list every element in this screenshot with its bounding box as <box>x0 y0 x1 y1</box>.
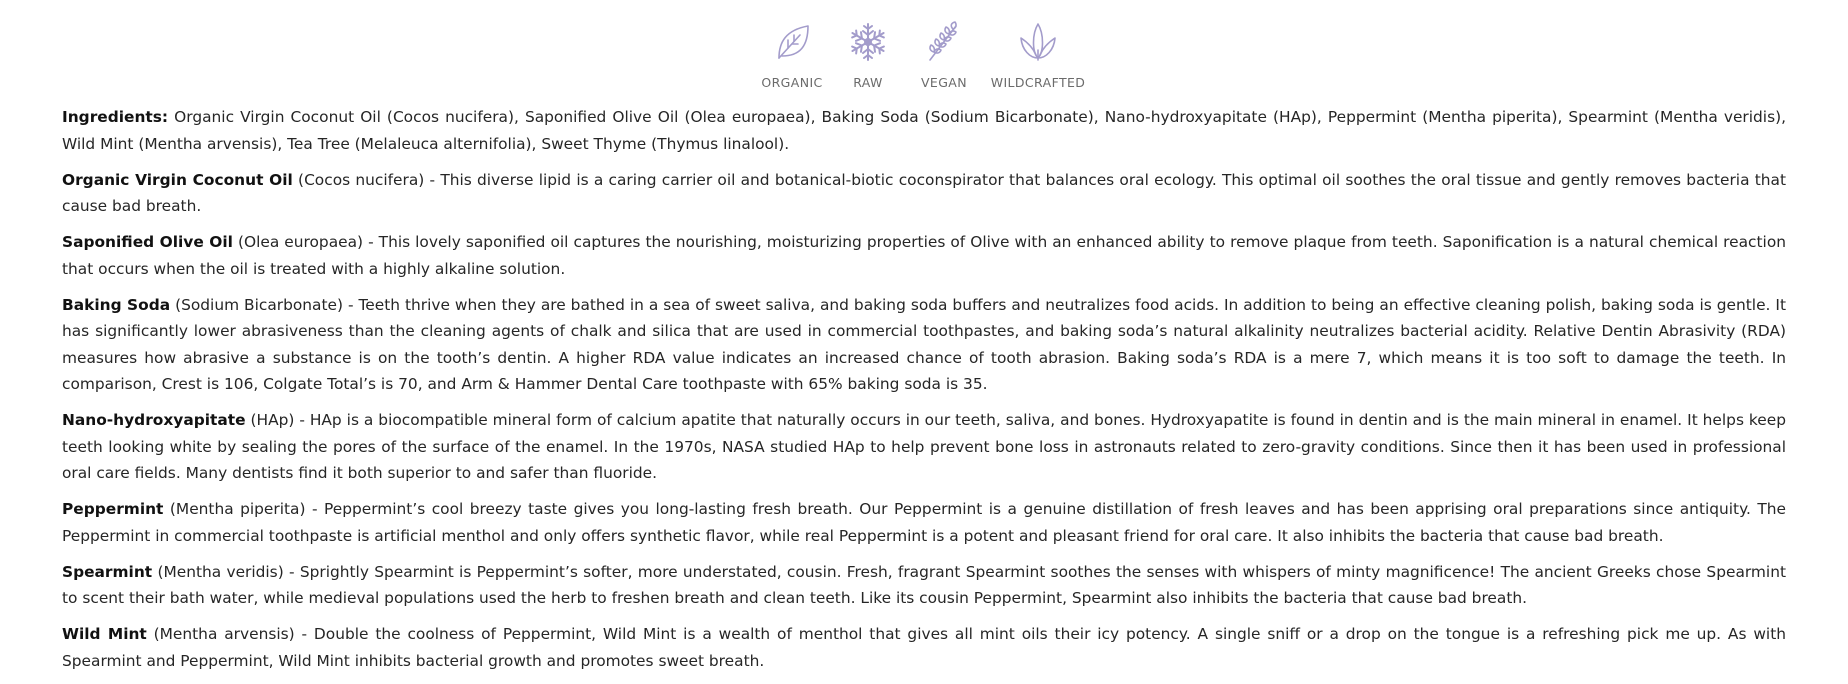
badge-label: WILDCRAFTED <box>990 75 1086 90</box>
wheat-icon <box>922 20 966 64</box>
snowflake-icon <box>846 20 890 64</box>
ingredient-description <box>62 496 1786 549</box>
badge-label: RAW <box>853 75 883 90</box>
ingredient-description <box>62 229 1786 282</box>
badge-vegan <box>906 20 982 90</box>
ingredient-name: Nano-hydroxyapitate <box>62 411 246 429</box>
ingredient-description <box>62 407 1786 487</box>
ingredient-description <box>62 292 1786 398</box>
leaf-icon <box>770 20 814 64</box>
ingredient-text: (Mentha veridis) - Sprightly Spearmint is Peppermint’s softer, more understated, cousin. Fresh, fragrant Spearmint soothes the senses with whispers of minty magnificence! The ancient Greeks chose Spearmint to scent their bath water, while medieval populations used the herb to freshen breath and clean teeth. Like its cousin Peppermint, Spearmint also inhibits the bacteria that cause bad breath. <box>62 562 1786 607</box>
ingredient-name: Organic Virgin Coconut Oil <box>62 170 293 189</box>
badge-raw <box>830 20 906 90</box>
ingredients-list: Organic Virgin Coconut Oil (Cocos nucifera), Saponified Olive Oil (Olea europaea), Baking Soda (Sodium Bicarbonate), Nano-hydroxyapitate (HAp), Peppermint (Mentha piperita), Spearmint (Mentha veridis), Wild Mint (Mentha arvensis), Tea Tree (Melaleuca alternifolia), Sweet Thyme (Thymus linalool). <box>62 108 1786 153</box>
sprout-icon <box>1016 20 1060 64</box>
ingredient-text: (Mentha arvensis) - Double the coolness of Peppermint, Wild Mint is a wealth of menthol that gives all mint oils their icy potency. A single sniff or a drop on the tongue is a refreshing pick me up. As with Spearmint and Peppermint, Wild Mint inhibits bacterial growth and promotes sweet breath. <box>62 625 1786 670</box>
ingredient-description <box>62 559 1786 612</box>
ingredient-description <box>62 621 1786 674</box>
product-badges <box>0 20 1848 90</box>
ingredient-text: (Sodium Bicarbonate) - Teeth thrive when they are bathed in a sea of sweet saliva, and baking soda buffers and neutralizes food acids. In addition to being an effective cleaning polish, baking soda is gentle. It has significantly lower abrasiveness than the cleaning agents of chalk and silica that are used in commercial toothpastes, and baking soda’s natural alkalinity neutralizes bacterial acidity. Relative Dentin Abrasivity (RDA) measures how abrasive a substance is on the tooth’s dentin. A higher RDA value indicates an increased chance of tooth abrasion. Baking soda’s RDA is a mere 7, which means it is too soft to damage the teeth. In comparison, Crest is 106, Colgate Total’s is 70, and Arm & Hammer Dental Care toothpaste with 65% baking soda is 35. <box>62 295 1786 393</box>
ingredients-summary <box>62 104 1786 157</box>
badge-wildcrafted <box>982 20 1094 90</box>
ingredient-text: (Cocos nucifera) - This diverse lipid is a caring carrier oil and botanical-biotic coconspirator that balances oral ecology. This optimal oil soothes the oral tissue and gently removes bacteria that cause bad breath. <box>62 170 1787 215</box>
ingredient-name: Peppermint <box>62 500 164 518</box>
badge-organic <box>754 20 830 90</box>
ingredient-text: (HAp) - HAp is a biocompatible mineral form of calcium apatite that naturally occurs in our teeth, saliva, and bones. Hydroxyapatite is found in dentin and is the main mineral in enamel. It helps keep teeth looking white by sealing the pores of the surface of the enamel. In the 1970s, NASA studied HAp to help prevent bone loss in astronauts related to zero-gravity conditions. Since then it has been used in professional oral care fields. Many dentists find it both superior to and safer than fluoride. <box>62 411 1786 482</box>
ingredient-name: Wild Mint <box>62 625 147 643</box>
ingredient-name: Baking Soda <box>62 295 171 314</box>
badge-label: VEGAN <box>920 75 968 90</box>
ingredients-content <box>62 104 1786 684</box>
ingredient-name: Spearmint <box>62 562 153 581</box>
ingredient-description <box>62 167 1786 220</box>
ingredient-text: (Mentha piperita) - Peppermint’s cool breezy taste gives you long-lasting fresh breath. Our Peppermint is a genuine distillation of fresh leaves and has been apprising oral preparations since antiquity. The Peppermint in commercial toothpaste is artificial menthol and only offers synthetic flavor, while real Peppermint is a potent and pleasant friend for oral care. It also inhibits the bacteria that cause bad breath. <box>62 500 1786 545</box>
ingredients-heading: Ingredients: <box>62 108 169 126</box>
badge-label: ORGANIC <box>761 75 823 90</box>
ingredient-text: (Olea europaea) - This lovely saponified oil captures the nourishing, moisturizing properties of Olive with an enhanced ability to remove plaque from teeth. Saponification is a natural chemical reaction that occurs when the oil is treated with a highly alkaline solution. <box>62 233 1786 278</box>
ingredient-name: Saponified Olive Oil <box>62 233 233 251</box>
